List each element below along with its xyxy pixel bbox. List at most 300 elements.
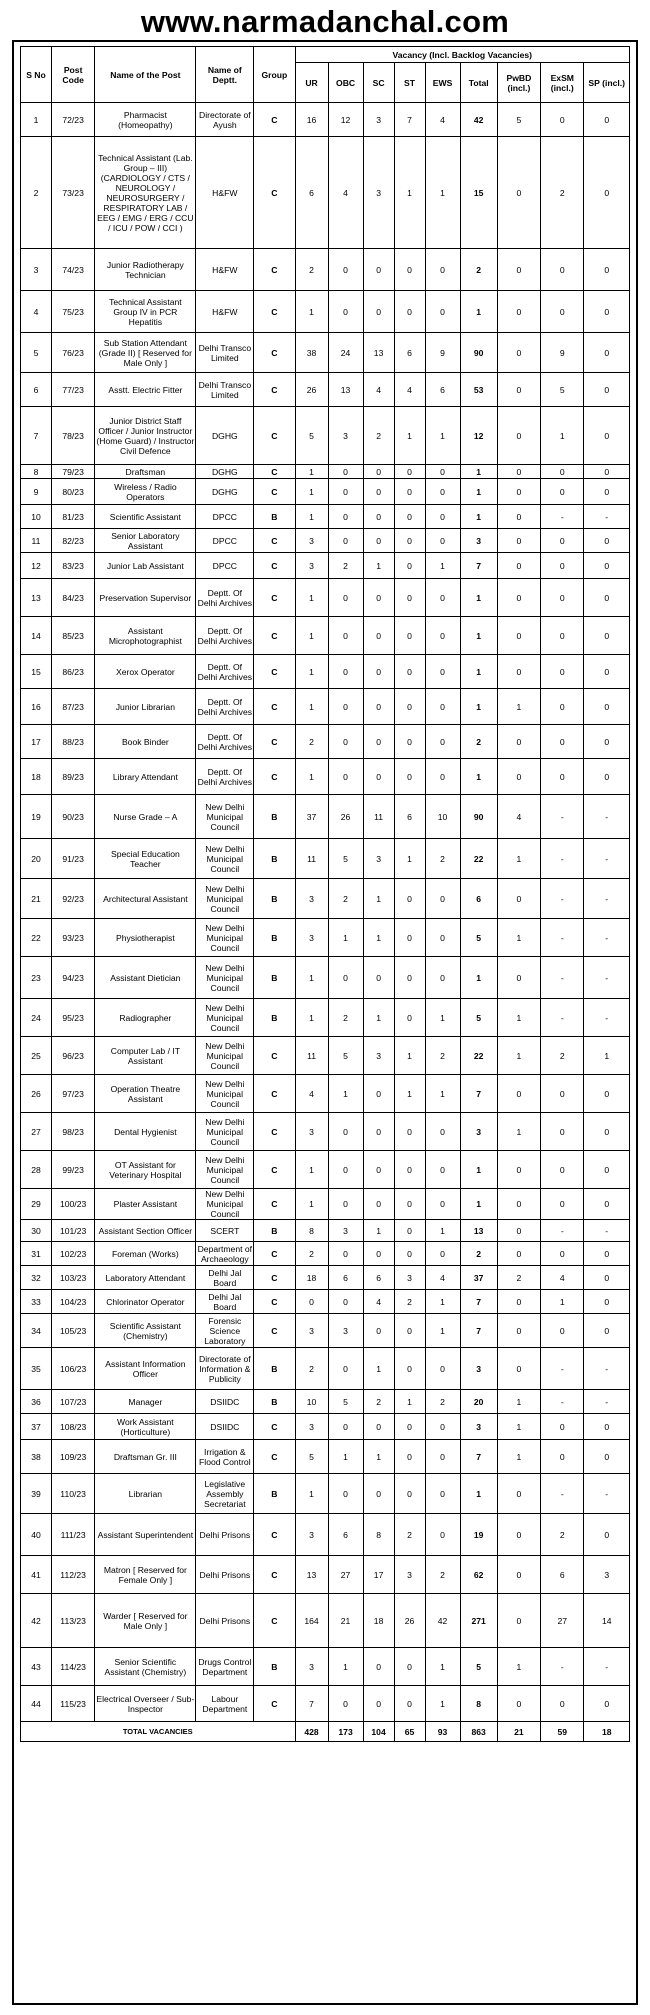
row-sc: 0 <box>363 1314 394 1348</box>
row-pwbd: 0 <box>497 1556 540 1594</box>
row-ews: 0 <box>425 1151 460 1189</box>
row-ur: 1 <box>295 689 328 725</box>
row-obc: 0 <box>328 725 363 759</box>
row-exsm: - <box>541 1348 584 1390</box>
row-sp: 1 <box>584 1037 630 1075</box>
row-post-name: Foreman (Works) <box>95 1242 196 1266</box>
row-ews: 10 <box>425 795 460 839</box>
row-st: 0 <box>394 759 425 795</box>
row-total: 1 <box>460 1151 497 1189</box>
row-sp: 0 <box>584 1514 630 1556</box>
row-total: 22 <box>460 1037 497 1075</box>
row-obc: 0 <box>328 1474 363 1514</box>
row-obc: 0 <box>328 249 363 291</box>
col-header-ews: EWS <box>425 63 460 103</box>
row-sp: 0 <box>584 1414 630 1440</box>
table-row <box>21 333 630 373</box>
row-pwbd: 1 <box>497 1113 540 1151</box>
row-st: 0 <box>394 655 425 689</box>
row-post-code: 109/23 <box>51 1440 94 1474</box>
row-sno: 6 <box>21 373 52 407</box>
row-sp: 0 <box>584 1189 630 1220</box>
row-dept: Delhi Prisons <box>196 1514 254 1556</box>
row-obc: 0 <box>328 529 363 553</box>
row-group: C <box>254 1594 295 1648</box>
table-row <box>21 1220 630 1242</box>
row-obc: 0 <box>328 1290 363 1314</box>
row-ews: 0 <box>425 579 460 617</box>
table-row <box>21 103 630 137</box>
site-url-header: www.narmadanchal.com <box>140 4 510 39</box>
row-pwbd: 0 <box>497 1075 540 1113</box>
totals-sp: 18 <box>584 1722 630 1742</box>
table-row <box>21 1037 630 1075</box>
row-dept: New Delhi Municipal Council <box>196 839 254 879</box>
row-obc: 6 <box>328 1514 363 1556</box>
row-ur: 3 <box>295 553 328 579</box>
row-ews: 2 <box>425 1390 460 1414</box>
row-obc: 5 <box>328 1390 363 1414</box>
row-ur: 16 <box>295 103 328 137</box>
row-ur: 26 <box>295 373 328 407</box>
col-header-sp: SP (incl.) <box>584 63 630 103</box>
row-total: 2 <box>460 249 497 291</box>
row-post-name: Senior Scientific Assistant (Chemistry) <box>95 1648 196 1686</box>
totals-total: 863 <box>460 1722 497 1742</box>
row-post-name: Nurse Grade – A <box>95 795 196 839</box>
row-sp: - <box>584 879 630 919</box>
row-obc: 26 <box>328 795 363 839</box>
row-sno: 3 <box>21 249 52 291</box>
row-post-name: Junior District Staff Officer / Junior Instructor (Home Guard) / Instructor Civil Defence <box>95 407 196 465</box>
row-pwbd: 0 <box>497 1474 540 1514</box>
row-pwbd: 1 <box>497 1648 540 1686</box>
row-post-code: 73/23 <box>51 137 94 249</box>
row-post-code: 108/23 <box>51 1414 94 1440</box>
row-dept: Irrigation & Flood Control <box>196 1440 254 1474</box>
row-ews: 1 <box>425 1314 460 1348</box>
row-ews: 0 <box>425 291 460 333</box>
row-st: 0 <box>394 291 425 333</box>
row-sno: 22 <box>21 919 52 957</box>
row-post-code: 96/23 <box>51 1037 94 1075</box>
row-st: 0 <box>394 465 425 479</box>
row-ews: 0 <box>425 505 460 529</box>
row-group: C <box>254 579 295 617</box>
row-post-name: Sub Station Attendant (Grade II) [ Reserved for Male Only ] <box>95 333 196 373</box>
table-row <box>21 759 630 795</box>
row-exsm: 0 <box>541 725 584 759</box>
row-pwbd: 4 <box>497 795 540 839</box>
row-ews: 0 <box>425 689 460 725</box>
row-dept: New Delhi Municipal Council <box>196 795 254 839</box>
row-post-name: Library Attendant <box>95 759 196 795</box>
row-ur: 2 <box>295 1242 328 1266</box>
row-st: 0 <box>394 725 425 759</box>
row-sc: 8 <box>363 1514 394 1556</box>
row-group: C <box>254 249 295 291</box>
row-group: B <box>254 505 295 529</box>
row-dept: DSIIDC <box>196 1414 254 1440</box>
row-group: C <box>254 479 295 505</box>
row-sp: 0 <box>584 291 630 333</box>
row-ews: 0 <box>425 1514 460 1556</box>
row-total: 7 <box>460 1290 497 1314</box>
row-exsm: 0 <box>541 1189 584 1220</box>
row-total: 20 <box>460 1390 497 1414</box>
table-row <box>21 1648 630 1686</box>
row-obc: 6 <box>328 1266 363 1290</box>
row-ews: 1 <box>425 1075 460 1113</box>
row-dept: DPCC <box>196 553 254 579</box>
row-group: B <box>254 1220 295 1242</box>
row-post-name: Dental Hygienist <box>95 1113 196 1151</box>
row-dept: Deptt. Of Delhi Archives <box>196 689 254 725</box>
row-pwbd: 0 <box>497 1242 540 1266</box>
row-st: 0 <box>394 919 425 957</box>
row-ews: 9 <box>425 333 460 373</box>
table-row <box>21 529 630 553</box>
row-ews: 0 <box>425 1348 460 1390</box>
row-group: C <box>254 1113 295 1151</box>
row-sp: 0 <box>584 1290 630 1314</box>
row-sc: 1 <box>363 879 394 919</box>
row-ur: 3 <box>295 1514 328 1556</box>
row-pwbd: 0 <box>497 879 540 919</box>
row-ews: 1 <box>425 1220 460 1242</box>
row-total: 1 <box>460 579 497 617</box>
row-exsm: 0 <box>541 759 584 795</box>
row-group: B <box>254 795 295 839</box>
row-pwbd: 0 <box>497 655 540 689</box>
row-post-code: 100/23 <box>51 1189 94 1220</box>
table-body <box>21 103 630 1722</box>
row-ur: 3 <box>295 879 328 919</box>
row-ur: 37 <box>295 795 328 839</box>
row-sc: 4 <box>363 373 394 407</box>
row-sc: 0 <box>363 479 394 505</box>
row-pwbd: 0 <box>497 465 540 479</box>
table-row <box>21 1266 630 1290</box>
row-st: 1 <box>394 1075 425 1113</box>
row-obc: 5 <box>328 1037 363 1075</box>
row-sno: 33 <box>21 1290 52 1314</box>
row-exsm: 0 <box>541 529 584 553</box>
row-post-code: 92/23 <box>51 879 94 919</box>
row-ews: 4 <box>425 103 460 137</box>
row-st: 0 <box>394 1242 425 1266</box>
row-dept: Legislative Assembly Secretariat <box>196 1474 254 1514</box>
row-post-name: Technical Assistant (Lab. Group – III) (CARDIOLOGY / CTS / NEUROLOGY / NEUROSURGERY / RESPIRATORY LAB / EEG / EMG / ERG / CCU / ICU / POW / CCI ) <box>95 137 196 249</box>
row-obc: 0 <box>328 479 363 505</box>
row-ur: 11 <box>295 839 328 879</box>
row-sp: 0 <box>584 1686 630 1722</box>
row-ur: 1 <box>295 999 328 1037</box>
row-sc: 0 <box>363 1474 394 1514</box>
row-dept: Delhi Jal Board <box>196 1266 254 1290</box>
row-exsm: 2 <box>541 1514 584 1556</box>
row-ur: 3 <box>295 1648 328 1686</box>
row-st: 0 <box>394 1113 425 1151</box>
row-ews: 2 <box>425 839 460 879</box>
row-dept: Directorate of Information & Publicity <box>196 1348 254 1390</box>
table-row <box>21 373 630 407</box>
row-total: 12 <box>460 407 497 465</box>
row-ur: 1 <box>295 579 328 617</box>
row-sp: 0 <box>584 617 630 655</box>
row-pwbd: 0 <box>497 333 540 373</box>
row-group: C <box>254 655 295 689</box>
row-group: C <box>254 1556 295 1594</box>
row-sc: 3 <box>363 1037 394 1075</box>
row-obc: 24 <box>328 333 363 373</box>
row-obc: 12 <box>328 103 363 137</box>
row-ews: 0 <box>425 1113 460 1151</box>
row-post-name: Assistant Section Officer <box>95 1220 196 1242</box>
totals-obc: 173 <box>328 1722 363 1742</box>
row-total: 1 <box>460 957 497 999</box>
table-row <box>21 919 630 957</box>
row-ur: 4 <box>295 1075 328 1113</box>
row-exsm: 0 <box>541 617 584 655</box>
row-post-code: 86/23 <box>51 655 94 689</box>
row-sno: 8 <box>21 465 52 479</box>
row-post-name: Librarian <box>95 1474 196 1514</box>
row-group: B <box>254 1348 295 1390</box>
row-ur: 1 <box>295 1151 328 1189</box>
row-pwbd: 0 <box>497 505 540 529</box>
row-pwbd: 0 <box>497 1314 540 1348</box>
row-ur: 3 <box>295 1414 328 1440</box>
row-exsm: 0 <box>541 1242 584 1266</box>
row-total: 1 <box>460 1189 497 1220</box>
row-ews: 4 <box>425 1266 460 1290</box>
row-dept: New Delhi Municipal Council <box>196 1075 254 1113</box>
row-obc: 0 <box>328 1414 363 1440</box>
row-dept: DGHG <box>196 407 254 465</box>
row-group: C <box>254 1414 295 1440</box>
row-total: 53 <box>460 373 497 407</box>
row-post-code: 103/23 <box>51 1266 94 1290</box>
row-sp: 0 <box>584 1113 630 1151</box>
row-sp: 14 <box>584 1594 630 1648</box>
row-group: C <box>254 333 295 373</box>
row-st: 0 <box>394 1648 425 1686</box>
table-row <box>21 579 630 617</box>
row-sc: 1 <box>363 1348 394 1390</box>
row-post-code: 106/23 <box>51 1348 94 1390</box>
row-obc: 0 <box>328 291 363 333</box>
row-pwbd: 0 <box>497 1348 540 1390</box>
row-post-name: Operation Theatre Assistant <box>95 1075 196 1113</box>
row-sp: - <box>584 1348 630 1390</box>
row-ur: 6 <box>295 137 328 249</box>
row-sno: 1 <box>21 103 52 137</box>
table-row <box>21 689 630 725</box>
row-sno: 12 <box>21 553 52 579</box>
totals-ur: 428 <box>295 1722 328 1742</box>
row-pwbd: 1 <box>497 999 540 1037</box>
row-exsm: 0 <box>541 1113 584 1151</box>
row-obc: 3 <box>328 1220 363 1242</box>
row-sc: 0 <box>363 1414 394 1440</box>
row-sc: 1 <box>363 919 394 957</box>
row-ews: 0 <box>425 1242 460 1266</box>
row-group: C <box>254 1242 295 1266</box>
row-dept: DPCC <box>196 505 254 529</box>
row-sc: 1 <box>363 999 394 1037</box>
row-dept: Labour Department <box>196 1686 254 1722</box>
row-ews: 1 <box>425 999 460 1037</box>
row-sp: 0 <box>584 1440 630 1474</box>
row-obc: 0 <box>328 465 363 479</box>
row-sp: - <box>584 999 630 1037</box>
row-obc: 0 <box>328 689 363 725</box>
col-header-dept: Name of Deptt. <box>196 47 254 103</box>
table-row <box>21 1686 630 1722</box>
row-sp: - <box>584 957 630 999</box>
table-row <box>21 1514 630 1556</box>
row-sc: 6 <box>363 1266 394 1290</box>
row-sno: 15 <box>21 655 52 689</box>
vacancy-table <box>20 46 630 1742</box>
row-sno: 20 <box>21 839 52 879</box>
row-sp: 0 <box>584 103 630 137</box>
table-row <box>21 957 630 999</box>
row-dept: Forensic Science Laboratory <box>196 1314 254 1348</box>
row-ews: 42 <box>425 1594 460 1648</box>
row-dept: Delhi Prisons <box>196 1556 254 1594</box>
row-post-code: 80/23 <box>51 479 94 505</box>
table-row <box>21 1474 630 1514</box>
row-group: C <box>254 373 295 407</box>
row-sno: 32 <box>21 1266 52 1290</box>
row-post-code: 110/23 <box>51 1474 94 1514</box>
row-sc: 11 <box>363 795 394 839</box>
row-pwbd: 1 <box>497 919 540 957</box>
row-post-name: Draftsman Gr. III <box>95 1440 196 1474</box>
col-header-total: Total <box>460 63 497 103</box>
row-obc: 1 <box>328 1075 363 1113</box>
row-ur: 164 <box>295 1594 328 1648</box>
row-st: 7 <box>394 103 425 137</box>
row-sno: 23 <box>21 957 52 999</box>
table-row <box>21 505 630 529</box>
table-row <box>21 725 630 759</box>
row-post-name: Scientific Assistant <box>95 505 196 529</box>
row-pwbd: 1 <box>497 839 540 879</box>
row-sp: 0 <box>584 1314 630 1348</box>
row-obc: 1 <box>328 1440 363 1474</box>
col-header-st: ST <box>394 63 425 103</box>
row-total: 1 <box>460 617 497 655</box>
row-sp: 0 <box>584 1242 630 1266</box>
row-sp: 0 <box>584 689 630 725</box>
row-post-code: 105/23 <box>51 1314 94 1348</box>
row-sp: - <box>584 1390 630 1414</box>
row-st: 0 <box>394 1151 425 1189</box>
row-dept: Deptt. Of Delhi Archives <box>196 725 254 759</box>
row-sno: 5 <box>21 333 52 373</box>
row-post-code: 97/23 <box>51 1075 94 1113</box>
row-ur: 0 <box>295 1290 328 1314</box>
row-st: 1 <box>394 137 425 249</box>
row-sp: 0 <box>584 725 630 759</box>
row-ur: 1 <box>295 655 328 689</box>
row-post-name: Radiographer <box>95 999 196 1037</box>
col-header-obc: OBC <box>328 63 363 103</box>
table-row <box>21 1390 630 1414</box>
row-post-name: Assistant Information Officer <box>95 1348 196 1390</box>
row-st: 0 <box>394 579 425 617</box>
row-sno: 9 <box>21 479 52 505</box>
row-ews: 1 <box>425 407 460 465</box>
row-group: C <box>254 465 295 479</box>
row-sp: - <box>584 839 630 879</box>
row-total: 1 <box>460 505 497 529</box>
row-obc: 0 <box>328 1348 363 1390</box>
row-group: C <box>254 1514 295 1556</box>
row-st: 4 <box>394 373 425 407</box>
row-total: 7 <box>460 553 497 579</box>
row-exsm: - <box>541 999 584 1037</box>
row-dept: Department of Archaeology <box>197 1243 253 1264</box>
row-group: B <box>254 879 295 919</box>
row-total: 3 <box>460 1113 497 1151</box>
table-row <box>21 249 630 291</box>
row-post-code: 79/23 <box>51 465 94 479</box>
row-post-code: 76/23 <box>51 333 94 373</box>
row-obc: 5 <box>328 839 363 879</box>
row-post-code: 89/23 <box>51 759 94 795</box>
row-total: 6 <box>460 879 497 919</box>
row-st: 3 <box>394 1556 425 1594</box>
row-obc: 0 <box>328 1189 363 1220</box>
row-st: 0 <box>394 1686 425 1722</box>
row-sc: 0 <box>363 725 394 759</box>
row-total: 22 <box>460 839 497 879</box>
row-st: 3 <box>394 1266 425 1290</box>
row-pwbd: 0 <box>497 1594 540 1648</box>
row-group: C <box>254 553 295 579</box>
row-sc: 0 <box>363 1686 394 1722</box>
row-exsm: - <box>541 795 584 839</box>
row-post-name: Plaster Assistant <box>95 1189 196 1220</box>
row-ews: 6 <box>425 373 460 407</box>
row-group: C <box>254 1075 295 1113</box>
table-row <box>21 1314 630 1348</box>
row-post-code: 77/23 <box>51 373 94 407</box>
row-dept: SCERT <box>196 1220 254 1242</box>
row-sc: 2 <box>363 407 394 465</box>
row-obc: 0 <box>328 655 363 689</box>
row-exsm: 0 <box>541 465 584 479</box>
row-st: 0 <box>394 689 425 725</box>
row-group: C <box>254 103 295 137</box>
row-total: 3 <box>460 1414 497 1440</box>
row-ur: 1 <box>295 957 328 999</box>
row-dept: DSIIDC <box>196 1390 254 1414</box>
row-total: 13 <box>460 1220 497 1242</box>
row-post-name: Assistant Dietician <box>95 957 196 999</box>
row-obc: 0 <box>328 1151 363 1189</box>
row-dept: Deptt. Of Delhi Archives <box>196 579 254 617</box>
row-st: 0 <box>394 249 425 291</box>
row-dept: Directorate of Ayush <box>196 103 254 137</box>
row-post-code: 82/23 <box>51 529 94 553</box>
row-ur: 8 <box>295 1220 328 1242</box>
row-pwbd: 0 <box>497 373 540 407</box>
